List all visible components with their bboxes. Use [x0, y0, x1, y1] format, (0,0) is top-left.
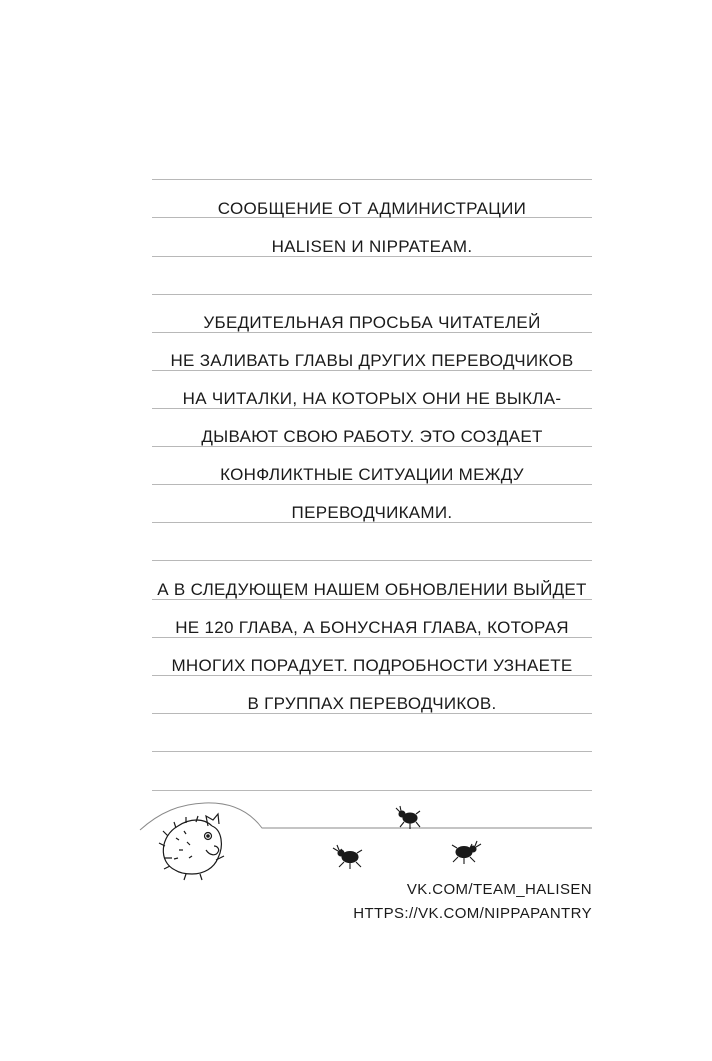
heading-line-2: HALISEN И NIPPATEAM.: [271, 237, 473, 256]
beetle-icon: [452, 841, 481, 864]
paragraph2-line-3: МНОГИХ ПОРАДУЕТ. ПОДРОБНОСТИ УЗНАЕТЕ: [171, 656, 573, 675]
paragraph1-line-6: ПЕРЕВОДЧИКАМИ.: [291, 503, 453, 522]
vk-nippa-link[interactable]: HTTPS://VK.COM/NIPPAPANTRY: [353, 905, 592, 922]
paragraph1-line-5: КОНФЛИКТНЫЕ СИТУАЦИИ МЕЖДУ: [220, 465, 524, 484]
paragraph1-line-3: НА ЧИТАЛКИ, НА КОТОРЫХ ОНИ НЕ ВЫКЛА-: [182, 389, 562, 408]
heading-line-1: СООБЩЕНИЕ ОТ АДМИНИСТРАЦИИ: [217, 199, 527, 218]
beetle-icon: [396, 806, 420, 829]
paragraph2-line-1: А В СЛЕДУЮЩЕМ НАШЕМ ОБНОВЛЕНИИ ВЫЙДЕТ: [157, 580, 587, 599]
vk-halisen-link[interactable]: VK.COM/TEAM_HALISEN: [406, 881, 592, 898]
paragraph2-line-4: В ГРУППАХ ПЕРЕВОДЧИКОВ.: [247, 694, 497, 713]
paragraph1-line-2: НЕ ЗАЛИВАТЬ ГЛАВЫ ДРУГИХ ПЕРЕВОДЧИКОВ: [170, 351, 574, 370]
beetle-icon: [333, 845, 362, 869]
paragraph1-line-4: ДЫВАЮТ СВОЮ РАБОТУ. ЭТО СОЗДАЕТ: [201, 427, 543, 446]
paragraph1-line-1: УБЕДИТЕЛЬНАЯ ПРОСЬБА ЧИТАТЕЛЕЙ: [203, 313, 541, 332]
hedgehog-icon: [159, 814, 224, 880]
paragraph2-line-2: НЕ 120 ГЛАВА, А БОНУСНАЯ ГЛАВА, КОТОРАЯ: [175, 618, 569, 637]
